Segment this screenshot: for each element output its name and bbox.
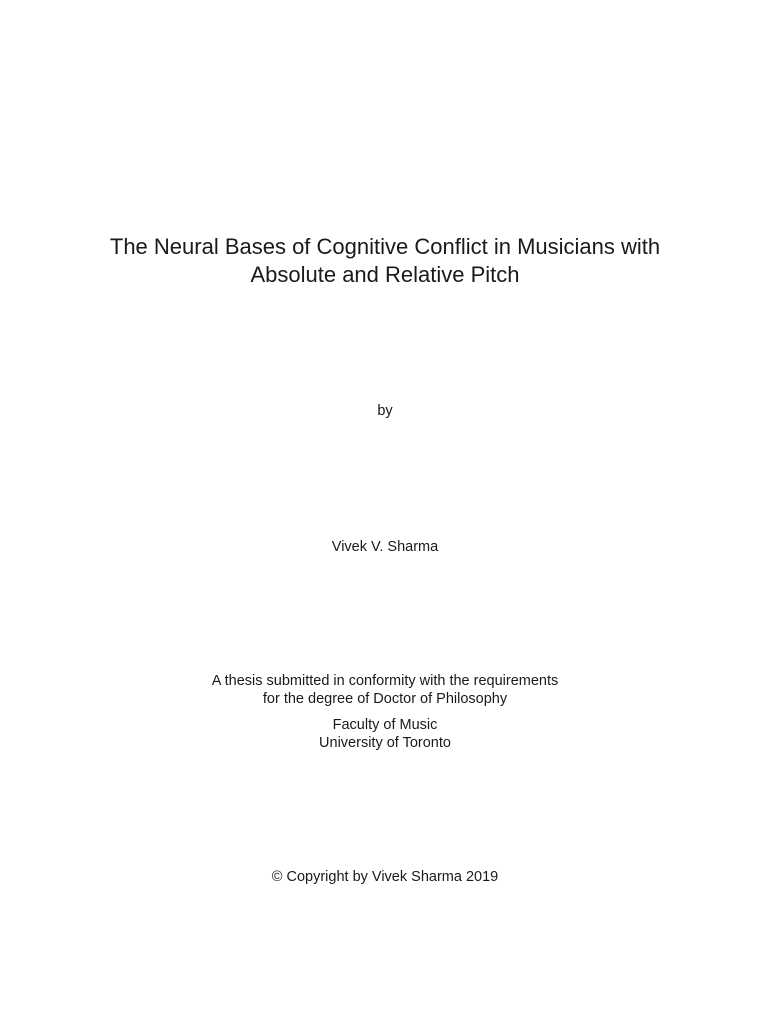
submission-statement-line-2: for the degree of Doctor of Philosophy: [262, 691, 508, 707]
thesis-title-line-1: The Neural Bases of Cognitive Conflict in Musicians with: [109, 234, 661, 259]
university-name: University of Toronto: [319, 735, 451, 751]
author-name: Vivek V. Sharma: [331, 539, 439, 555]
copyright-notice: © Copyright by Vivek Sharma 2019: [271, 869, 499, 885]
thesis-title-line-2: Absolute and Relative Pitch: [250, 262, 520, 287]
by-label: by: [377, 403, 393, 419]
submission-statement-line-1: A thesis submitted in conformity with the requirements: [211, 673, 559, 689]
faculty-name: Faculty of Music: [332, 717, 438, 733]
